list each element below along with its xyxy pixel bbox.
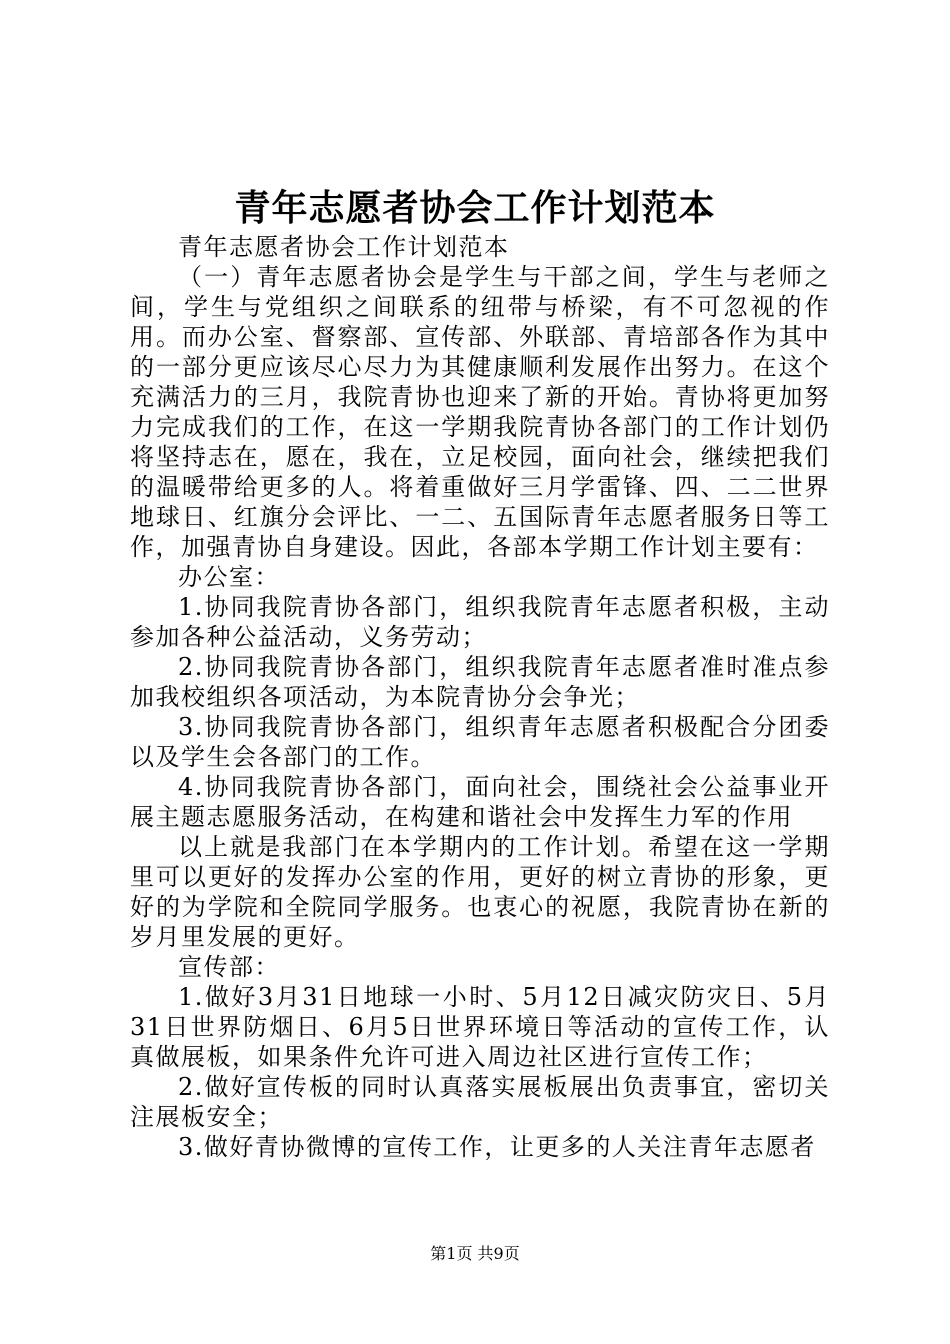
document-body: [130, 232, 830, 1162]
publicity-item-1: 1.做好3月31日地球一小时、5月12日减灾防灾日、5月31日世界防烟日、6月5日世界环境日等活动的宣传工作，认真做展板，如果条件允许可进入周边社区进行宣传工作；: [130, 983, 830, 1071]
publicity-item-3: 3.做好青协微博的宣传工作，让更多的人关注青年志愿者: [178, 1133, 816, 1161]
page-footer: 第1页 共9页: [430, 1244, 520, 1263]
office-summary: 以上就是我部门在本学期内的工作计划。希望在这一学期里可以更好的发挥办公室的作用，更好的树立青协的形象，更好的为学院和全院同学服务。也衷心的祝愿，我院青协在新的岁月里发展的更好。: [130, 833, 830, 951]
paragraph-subtitle: 青年志愿者协会工作计划范本: [178, 233, 510, 261]
office-item-2: 2.协同我院青协各部门，组织我院青年志愿者准时准点参加我校组织各项活动，为本院青协分会争光；: [130, 653, 830, 711]
publicity-item-2: 2.做好宣传板的同时认真落实展板展出负责事宜，密切关注展板安全；: [130, 1073, 830, 1131]
section-heading-publicity: 宣传部：: [178, 953, 280, 981]
office-item-3: 3.协同我院青协各部门，组织青年志愿者积极配合分团委以及学生会各部门的工作。: [130, 713, 830, 771]
office-item-1: 1.协同我院青协各部门，组织我院青年志愿者积极，主动参加各种公益活动，义务劳动；: [130, 593, 830, 651]
office-item-4: 4.协同我院青协各部门，面向社会，围绕社会公益事业开展主题志愿服务活动，在构建和谐社会中发挥生力军的作用: [130, 773, 830, 831]
section-heading-office: 办公室：: [178, 563, 280, 591]
document-title: 青年志愿者协会工作计划范本: [234, 187, 716, 229]
paragraph-intro: （一）青年志愿者协会是学生与干部之间，学生与老师之间，学生与党组织之间联系的纽带与桥梁，有不可忽视的作用。而办公室、督察部、宣传部、外联部、青培部各作为其中的一部分更应该尽心尽力为其健康顺利发展作出努力。在这个充满活力的三月，我院青协也迎来了新的开始。青协将更加努力完成我们的工作，在这一学期我院青协各部门的工作计划仍将坚持志在，愿在，我在，立足校园，面向社会，继续把我们的温暖带给更多的人。将着重做好三月学雷锋、四、二二世界地球日、红旗分会评比、一二、五国际青年志愿者服务日等工作，加强青协自身建设。因此，各部本学期工作计划主要有：: [130, 263, 830, 561]
